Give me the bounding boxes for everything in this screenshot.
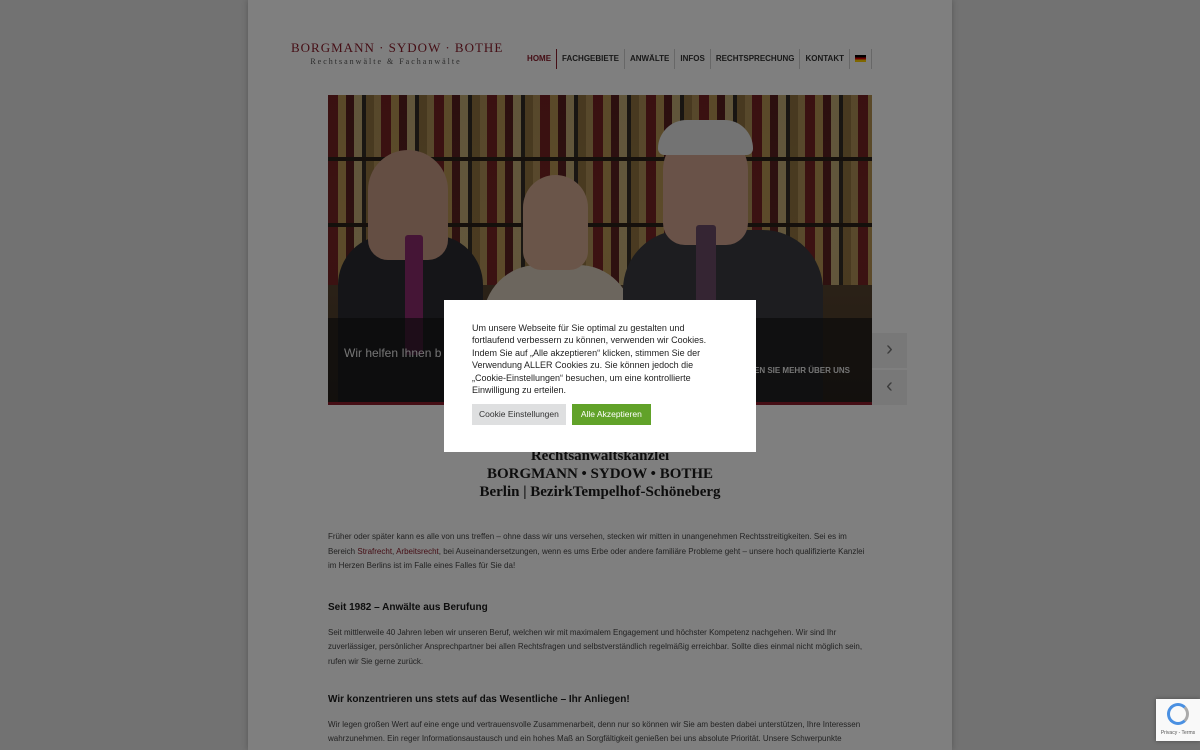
cookie-settings-button[interactable]: Cookie Einstellungen	[472, 404, 566, 425]
cookie-consent-dialog	[444, 300, 756, 452]
recaptcha-icon	[1167, 703, 1189, 725]
recaptcha-badge[interactable]	[1156, 699, 1200, 741]
recaptcha-links[interactable]: Privacy - Terms	[1160, 730, 1196, 736]
accept-all-button[interactable]: Alle Akzeptieren	[572, 404, 651, 425]
cookie-button-row	[472, 404, 728, 425]
cookie-text: Um unsere Webseite für Sie optimal zu gestalten und fortlaufend verbessern zu können, verwenden wir Cookies. Indem Sie auf „Alle akzeptieren“ klicken, stimmen Sie der Verwendung ALLER Cookies zu. Sie können jedoch die „Cookie-Einstellungen“ besuchen, um eine kontrollierte Einwilligung zu erteilen.	[472, 323, 707, 396]
